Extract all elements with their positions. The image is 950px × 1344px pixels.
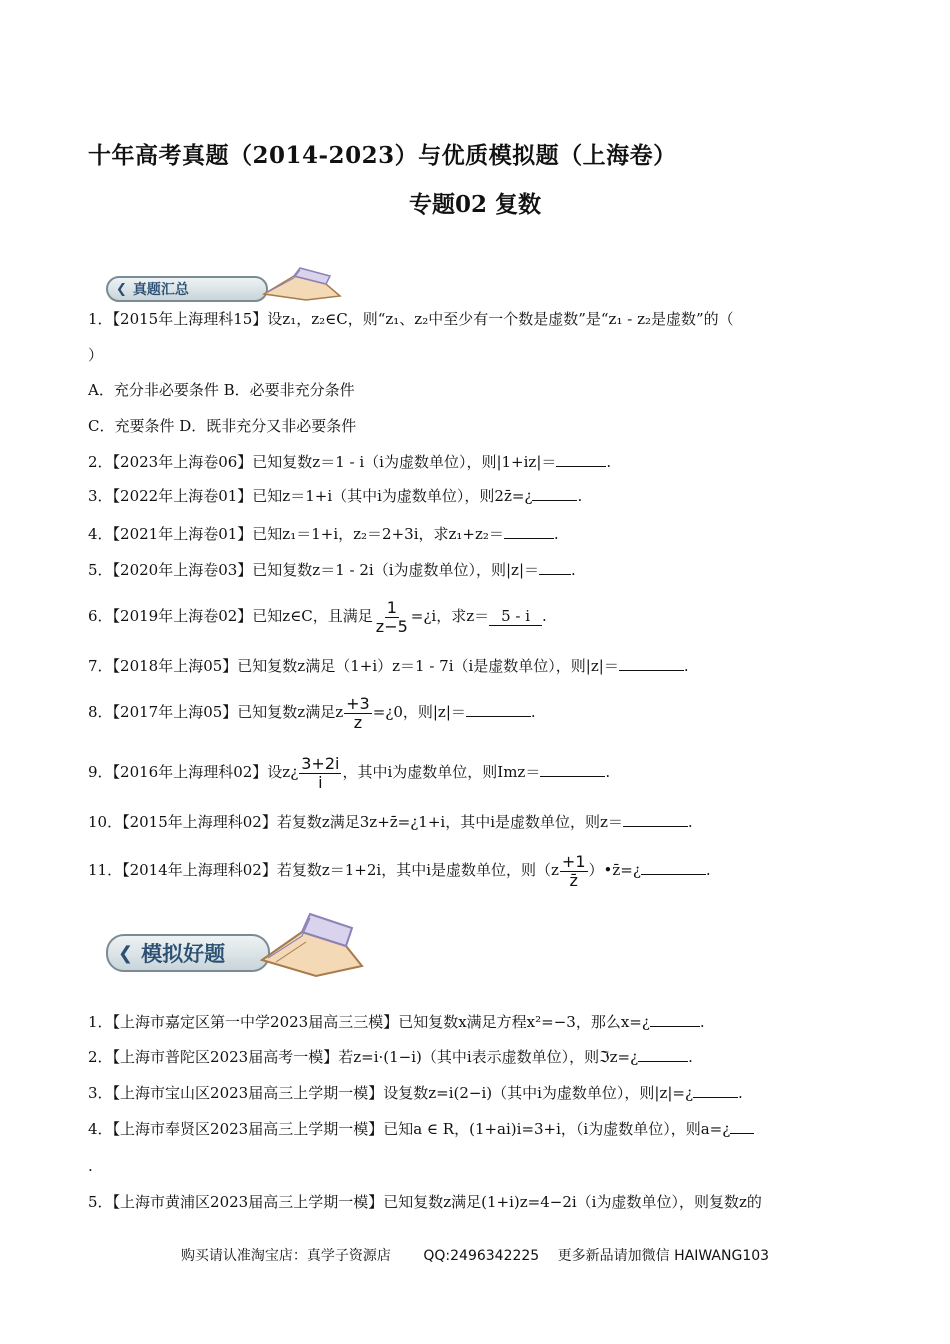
answer-filled: 5 - i [489, 607, 542, 626]
document-subtitle: 专题02 复数 [408, 191, 541, 218]
footer-qq: QQ:2496342225 [423, 1248, 540, 1264]
question-11: 11．【2014年上海理科02】若复数z＝1+2i，其中i是虚数单位，则（z $\frac{+1}{z̄}$ ）•z̄=¿ . [88, 851, 711, 890]
answer-blank [540, 762, 605, 777]
banner-mock-icon: ❮ [118, 942, 134, 964]
open-book-icon [256, 910, 366, 980]
section-banner-mock [106, 910, 366, 980]
answer-blank [539, 560, 571, 575]
question-8: 8．【2017年上海05】已知复数z满足z $\frac{+3}{z}$ =¿0，则|z|＝ . [88, 693, 536, 732]
answer-blank [466, 702, 531, 717]
question-7: 7．【2018年上海05】已知复数z满足（1+i）z＝1 - 7i（i是虚数单位），则|z|＝ . [88, 657, 689, 675]
mock-question-2: 2．【上海市普陀区2023届高考一模】若z=i·(1−i)（其中i表示虚数单位），则ℑz=¿ . [88, 1048, 693, 1066]
mock-question-1: 1．【上海市嘉定区第一中学2023届高三三模】已知复数x满足方程x²=−3，那么x=¿ . [88, 1013, 705, 1031]
answer-blank [730, 1119, 754, 1134]
question-3: 3．【2022年上海卷01】已知z＝1+i（其中i为虚数单位），则2z̄=¿ . [88, 487, 583, 505]
answer-blank [504, 524, 554, 539]
mock-question-3: 3．【上海市宝山区2023届高三上学期一模】设复数z=i(2−i)（其中i为虚数单位），则|z|=¿ . [88, 1084, 743, 1102]
question-1-options-cd: C．充要条件 D．既非充分又非必要条件 [88, 417, 357, 435]
mock-question-4-tail: . [88, 1157, 93, 1175]
answer-blank [532, 486, 577, 501]
document-title: 十年高考真题（2014-2023）与优质模拟题（上海卷） [88, 142, 677, 169]
answer-blank [641, 860, 706, 875]
footer-wechat: 更多新品请加微信 HAIWANG103 [557, 1248, 770, 1264]
page-footer [0, 1245, 950, 1265]
open-book-icon [256, 266, 346, 302]
question-4: 4．【2021年上海卷01】已知z₁＝1+i，z₂＝2+3i，求z₁+z₂＝ . [88, 525, 559, 543]
answer-blank [650, 1012, 700, 1027]
question-5: 5．【2020年上海卷03】已知复数z＝1 - 2i（i为虚数单位），则|z|＝ . [88, 561, 576, 579]
section-title-real: 真题汇总 [132, 282, 189, 298]
question-2: 2．【2023年上海卷06】已知复数z＝1 - i（i为虚数单位），则|1+iz|＝ . [88, 453, 612, 471]
fraction: $\frac{1}{z-5}$ [375, 597, 408, 636]
answer-blank [623, 812, 688, 827]
answer-blank [556, 452, 606, 467]
question-1-options-ab: A．充分非必要条件 B．必要非充分条件 [88, 381, 355, 399]
question-1-line2: ） [88, 346, 104, 364]
fraction: $\frac{+3}{z}$ [346, 693, 370, 732]
fraction: $\frac{+1}{z̄}$ [561, 851, 586, 890]
answer-blank [619, 656, 684, 671]
question-10: 10．【2015年上海理科02】若复数z满足3z+z̄=¿1+i，其中i是虚数单位，则z＝ . [88, 813, 693, 831]
question-1-line1: 1．【2015年上海理科15】设z₁，z₂∈C，则“z₁、z₂中至少有一个数是虚数”是“z₁ - z₂是虚数”的（ [88, 310, 734, 328]
fraction: $\frac{3+2i}{i}$ [301, 753, 340, 792]
question-9: 9．【2016年上海理科02】设z¿ $\frac{3+2i}{i}$ ，其中i为虚数单位，则Imz＝ . [88, 753, 611, 792]
mock-question-4: 4．【上海市奉贤区2023届高三上学期一模】已知a ∈ R，(1+ai)i=3+i，（i为虚数单位），则a=¿ [88, 1119, 754, 1139]
footer-shop: 购买请认准淘宝店：真学子资源店 [180, 1248, 391, 1264]
answer-blank [638, 1047, 688, 1062]
section-title-mock: 模拟好题 [141, 942, 226, 966]
mock-question-5: 5．【上海市黄浦区2023届高三上学期一模】已知复数z满足(1+i)z=4−2i（i为虚数单位），则复数z的 [88, 1193, 762, 1211]
answer-blank [693, 1083, 738, 1098]
section-banner-real [106, 266, 346, 302]
banner-real-icon: ❮ [116, 281, 127, 297]
question-6: 6．【2019年上海卷02】已知z∈C，且满足 $\frac{1}{z-5}$ =¿i，求z＝ 5 - i . [88, 597, 547, 636]
